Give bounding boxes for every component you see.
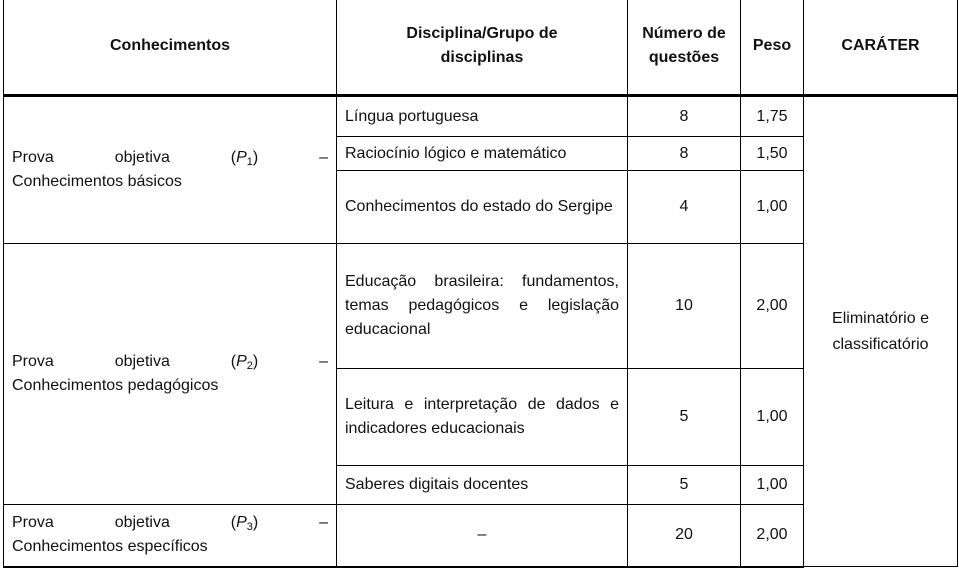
exam-structure-table — [3, 0, 958, 568]
disciplina-cell: Educação brasileira: fundamentos, temas pedagógicos e legislação educacional — [337, 244, 628, 369]
disciplina-cell: Saberes digitais docentes — [337, 466, 628, 505]
questoes-cell: 5 — [628, 466, 741, 505]
prova-code: $(P_2)$ — [230, 353, 259, 372]
prova-label-line — [12, 350, 328, 374]
prova-objetiva-text: objetiva — [114, 353, 170, 370]
prova-objetiva-text: objetiva — [114, 149, 170, 166]
table-row — [4, 96, 958, 137]
peso-cell: 1,50 — [741, 137, 804, 171]
conhecimento-cell-p1 — [4, 96, 337, 244]
prova-text: Prova — [12, 149, 54, 166]
conhecimento-cell-p2 — [4, 244, 337, 505]
disciplina-cell: Língua portuguesa — [337, 96, 628, 137]
questoes-cell: 20 — [628, 505, 741, 567]
questoes-cell: 8 — [628, 96, 741, 137]
conhecimento-name: Conhecimentos pedagógicos — [12, 377, 219, 394]
conhecimento-name: Conhecimentos básicos — [12, 173, 182, 190]
header-conhecimentos: Conhecimentos — [4, 0, 337, 96]
dash-text: – — [319, 514, 328, 532]
header-peso: Peso — [741, 0, 804, 96]
header-disciplina: Disciplina/Grupo de disciplinas — [337, 0, 628, 96]
peso-cell: 1,00 — [741, 466, 804, 505]
prova-label-line — [12, 146, 328, 170]
prova-text: Prova — [12, 514, 54, 532]
questoes-cell: 10 — [628, 244, 741, 369]
questoes-cell: 8 — [628, 137, 741, 171]
header-carater: CARÁTER — [804, 0, 958, 96]
peso-cell: 2,00 — [741, 505, 804, 567]
conhecimento-name: Conhecimentos específicos — [12, 538, 208, 556]
prova-objetiva-text: objetiva — [114, 514, 170, 532]
prova-code: $(P_3)$ — [230, 514, 259, 534]
header-numero-questoes: Número de questões — [628, 0, 741, 96]
disciplina-cell: – — [337, 505, 628, 567]
peso-cell: 1,00 — [741, 369, 804, 466]
questoes-cell: 5 — [628, 369, 741, 466]
disciplina-cell: Leitura e interpretação de dados e indicadores educacionais — [337, 369, 628, 466]
peso-cell: 1,00 — [741, 171, 804, 244]
conhecimento-cell-p3 — [4, 505, 337, 567]
table-header-row — [4, 0, 958, 96]
peso-cell: 1,75 — [741, 96, 804, 137]
disciplina-cell: Raciocínio lógico e matemático — [337, 137, 628, 171]
prova-label-line — [12, 511, 328, 535]
peso-cell: 2,00 — [741, 244, 804, 369]
carater-cell: Eliminatório e classificatório — [804, 96, 958, 567]
disciplina-cell: Conhecimentos do estado do Sergipe — [337, 171, 628, 244]
prova-code: $(P_1)$ — [230, 149, 259, 168]
prova-text: Prova — [12, 353, 54, 370]
questoes-cell: 4 — [628, 171, 741, 244]
dash-text: – — [319, 149, 328, 166]
dash-text: – — [319, 353, 328, 370]
